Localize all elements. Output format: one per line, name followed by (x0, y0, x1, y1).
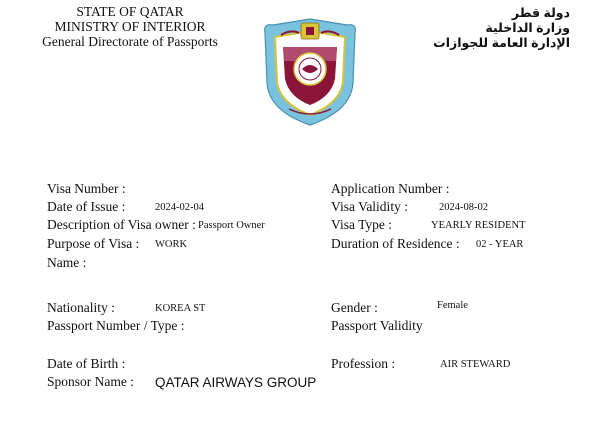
passport-number-label: Passport Number / Type : (47, 318, 185, 333)
duration-value: 02 - YEAR (476, 239, 524, 250)
header-ministry: MINISTRY OF INTERIOR (54, 19, 206, 34)
application-number-label: Application Number : (331, 181, 450, 196)
date-of-birth-label: Date of Birth : (47, 356, 126, 371)
nationality-value: KOREA ST (155, 303, 206, 314)
visa-type-value: YEARLY RESIDENT (431, 220, 526, 231)
duration-label: Duration of Residence : (331, 236, 460, 251)
header-directorate: General Directorate of Passports (42, 34, 218, 49)
passport-validity-label: Passport Validity (331, 318, 423, 333)
header-ar-state: دولة قطر (511, 6, 570, 20)
visa-validity-label: Visa Validity : (331, 199, 408, 214)
purpose-label: Purpose of Visa : (47, 236, 140, 251)
header-ar-directorate: الإدارة العامة للجوازات (433, 36, 570, 50)
header-arabic (405, 6, 570, 51)
profession-label: Profession : (331, 356, 396, 371)
description-label: Description of Visa owner : (47, 217, 196, 232)
passports-emblem-icon (261, 17, 359, 127)
visa-number-label: Visa Number : (47, 181, 126, 196)
profession-value: AIR STEWARD (440, 359, 511, 370)
header-ar-ministry: وزارة الداخلية (485, 21, 570, 35)
date-of-issue-label: Date of Issue : (47, 199, 126, 214)
name-label: Name : (47, 255, 87, 270)
purpose-value: WORK (155, 239, 188, 250)
header-english (30, 4, 230, 49)
sponsor-value: QATAR AIRWAYS GROUP (155, 375, 317, 390)
visa-type-label: Visa Type : (331, 217, 392, 232)
description-value: Passport Owner (198, 220, 265, 231)
visa-validity-value: 2024-08-02 (439, 202, 488, 213)
gender-label: Gender : (331, 300, 378, 315)
nationality-label: Nationality : (47, 300, 115, 315)
sponsor-label: Sponsor Name : (47, 374, 134, 389)
gender-value: Female (437, 300, 468, 311)
header-state: STATE OF QATAR (76, 4, 184, 19)
date-of-issue-value: 2024-02-04 (155, 202, 204, 213)
